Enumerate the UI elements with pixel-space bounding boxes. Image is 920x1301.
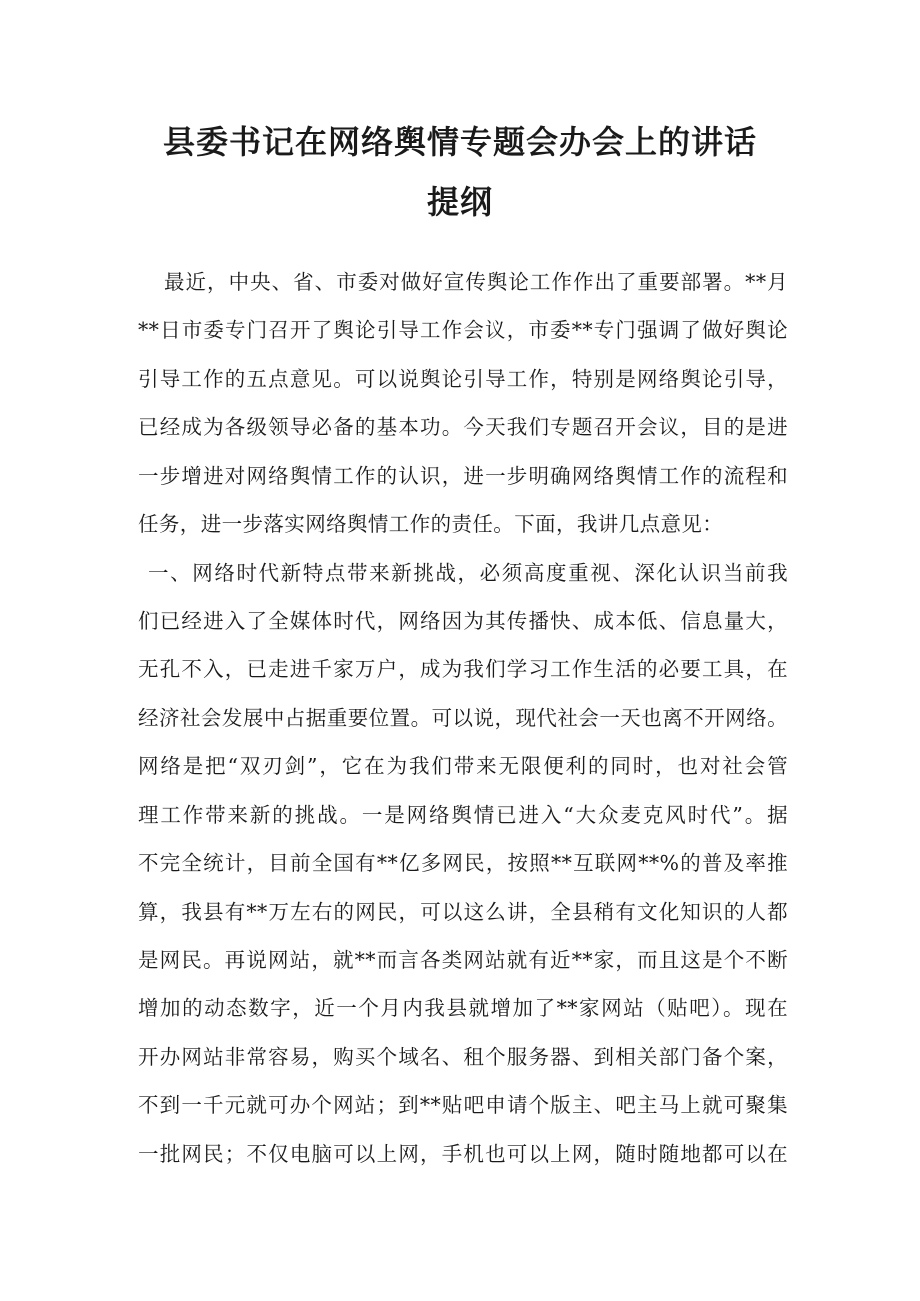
paragraph-line: 一步增进对网络舆情工作的认识，进一步明确网络舆情工作的流程和	[138, 464, 788, 488]
paragraph-line: 引导工作的五点意见。可以说舆论引导工作，特别是网络舆论引导，	[138, 367, 788, 391]
paragraph-line: 开办网站非常容易，购买个域名、租个服务器、到相关部门备个案，	[138, 1045, 788, 1069]
paragraph-line: 不到一千元就可办个网站；到**贴吧申请个版主、吧主马上就可聚集	[138, 1093, 788, 1117]
paragraph-line: 无孔不入，已走进千家万户，成为我们学习工作生活的必要工具，在	[138, 657, 788, 681]
paragraph-line: 最近，中央、省、市委对做好宣传舆论工作作出了重要部署。**月	[164, 270, 788, 294]
paragraph-line: 一批网民；不仅电脑可以上网，手机也可以上网，随时随地都可以在	[138, 1142, 788, 1166]
paragraph-line: 已经成为各级领导必备的基本功。今天我们专题召开会议，目的是进	[138, 415, 788, 439]
paragraph-line: 理工作带来新的挑战。一是网络舆情已进入“大众麦克风时代”。据	[138, 803, 788, 827]
paragraph-line: 是网民。再说网站，就**而言各类网站就有近**家，而且这是个不断	[138, 948, 788, 972]
paragraph-line: 增加的动态数字，近一个月内我县就增加了**家网站（贴吧）。现在	[138, 996, 788, 1020]
section-heading-line: 一、网络时代新特点带来新挑战，必须高度重视、深化认识当前我	[148, 561, 788, 585]
paragraph-line: 算，我县有**万左右的网民，可以这么讲，全县稍有文化知识的人都	[138, 900, 788, 924]
paragraph-line: 任务，进一步落实网络舆情工作的责任。下面，我讲几点意见：	[138, 512, 724, 536]
paragraph-line: 网络是把“双刃剑”，它在为我们带来无限便利的同时，也对社会管	[138, 754, 788, 778]
paragraph-line: 们已经进入了全媒体时代，网络因为其传播快、成本低、信息量大，	[138, 609, 788, 633]
paragraph-line: 不完全统计，目前全国有**亿多网民，按照**互联网**%的普及率推	[138, 851, 788, 875]
paragraph-line: **日市委专门召开了舆论引导工作会议，市委**专门强调了做好舆论	[138, 318, 788, 342]
document-title-continued: 提纲	[426, 183, 493, 221]
paragraph-line: 经济社会发展中占据重要位置。可以说，现代社会一天也离不开网络。	[138, 706, 788, 730]
document-title: 县委书记在网络舆情专题会办会上的讲话	[162, 123, 757, 161]
